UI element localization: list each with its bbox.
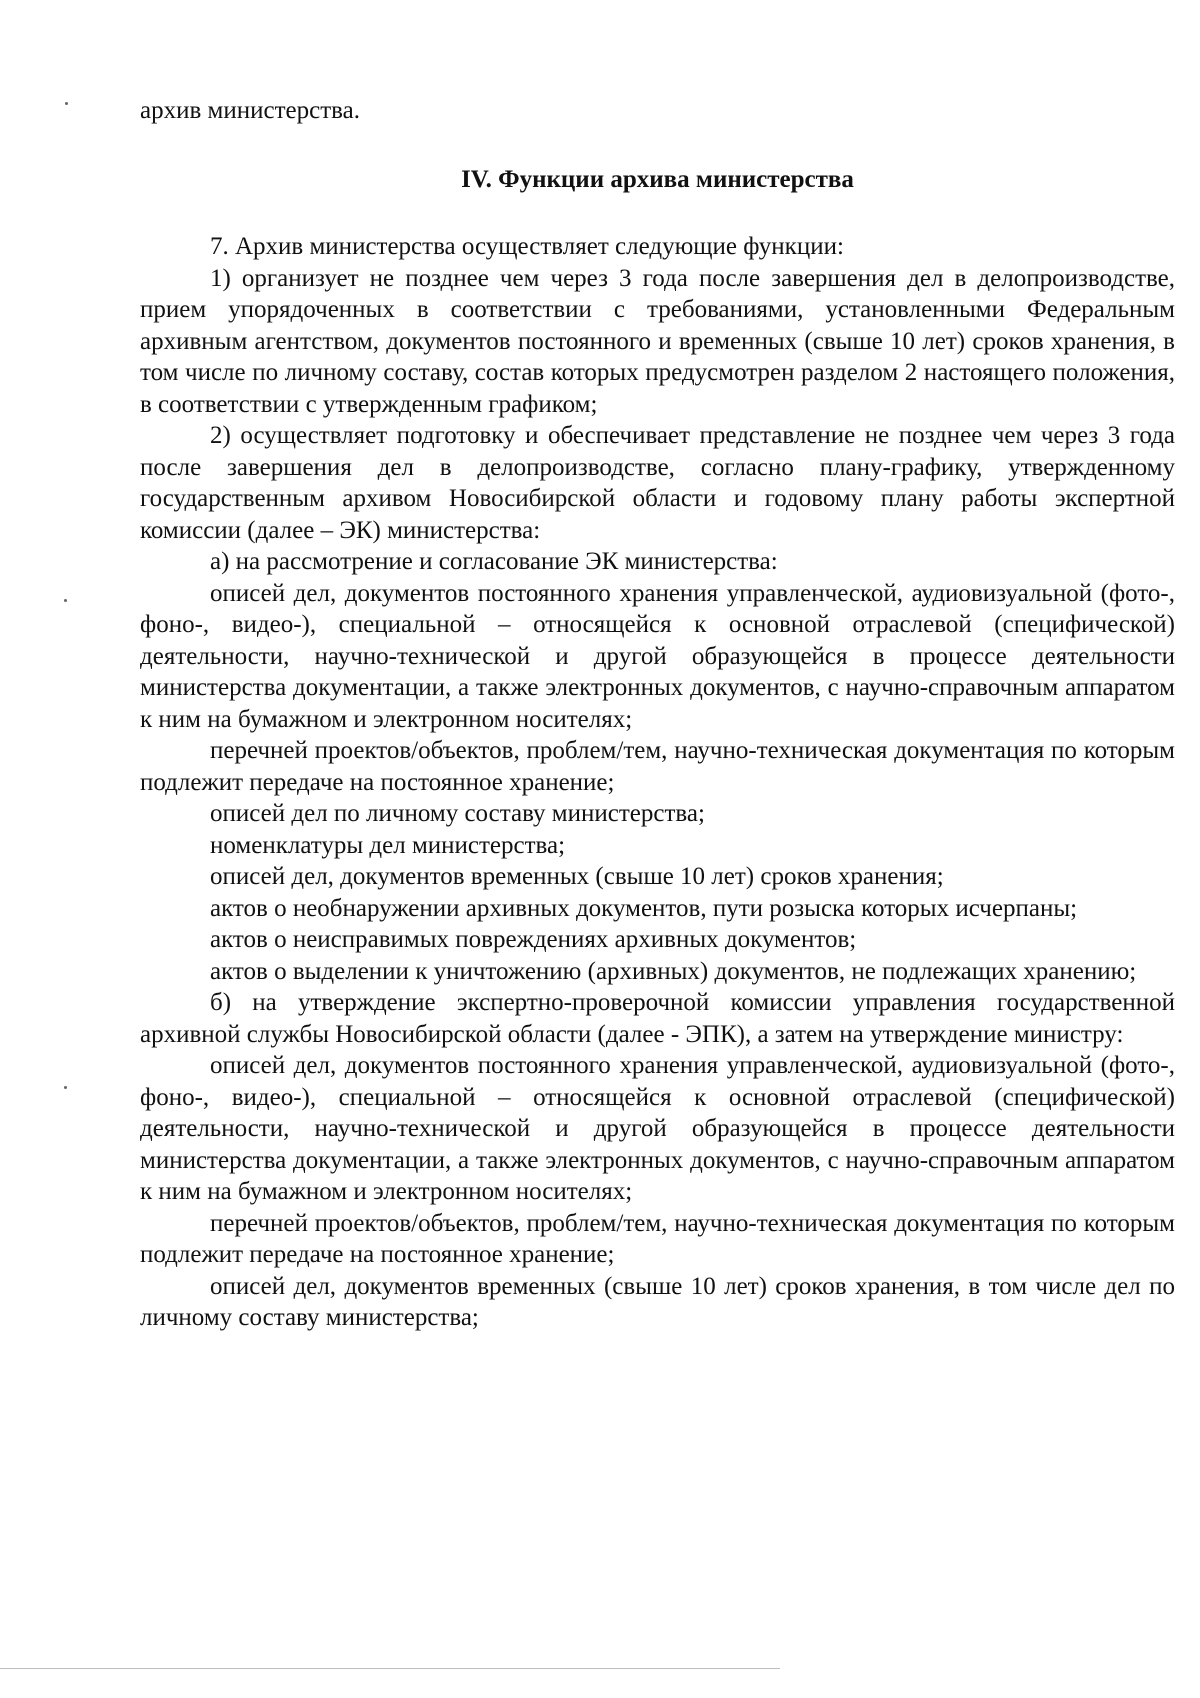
continued-text: архив министерства. bbox=[140, 97, 360, 124]
document-text bbox=[140, 95, 1175, 1334]
section-heading: IV. Функции архива министерства bbox=[461, 165, 854, 193]
paragraph-temporary-inventories-approval: описей дел, документов временных (свыше 10 лет) сроков хранения, в том числе дел по личному составу министерства; bbox=[140, 1272, 1175, 1331]
paragraph-nomenclature: номенклатуры дел министерства; bbox=[210, 831, 566, 859]
scan-speck bbox=[64, 1086, 67, 1089]
scan-speck bbox=[64, 599, 67, 602]
paragraph-missing-documents-acts: актов о необнаружении архивных документов, пути розыска которых исчерпаны; bbox=[210, 894, 1078, 922]
page-bottom-line bbox=[0, 1668, 780, 1669]
paragraph-functions-intro: 7. Архив министерства осуществляет следующие функции: bbox=[210, 233, 844, 260]
paragraph-inventories-permanent: описей дел, документов постоянного хранения управленческой, аудиовизуальной (фото-, фоно-, видео-), специальной – относящейся к основной отраслевой (специфической) деятельности, научно-технической и другой образующейся в процессе деятельности министерства документации, а также электронных документов, с научно-справочным аппаратом к ним на бумажном и электронном носителях; bbox=[140, 579, 1175, 733]
paragraph-personnel-inventories: описей дел по личному составу министерства; bbox=[210, 800, 705, 827]
scan-speck bbox=[65, 102, 68, 105]
paragraph-project-lists: перечней проектов/объектов, проблем/тем, научно-техническая документация по которым подлежит передаче на постоянное хранение; bbox=[140, 737, 1175, 796]
paragraph-project-lists-approval: перечней проектов/объектов, проблем/тем, научно-техническая документация по которым подлежит передаче на постоянное хранение; bbox=[140, 1209, 1175, 1268]
paragraph-destruction-acts: актов о выделении к уничтожению (архивных) документов, не подлежащих хранению; bbox=[210, 957, 1137, 985]
paragraph-item-1: 1) организует не позднее чем через 3 года после завершения дел в делопроизводстве, прием упорядоченных в соответствии с требованиями, установленными Федеральным архивным агентством, документов постоянного и временных (свыше 10 лет) сроков хранения, в том числе по личному составу, состав которых предусмотрен разделом 2 настоящего положения, в соответствии с утвержденным графиком; bbox=[140, 264, 1175, 418]
paragraph-item-2: 2) осуществляет подготовку и обеспечивает представление не позднее чем через 3 года после завершения дел в делопроизводстве, согласно плану-графику, утвержденному государственным архивом Новосибирской области и годовому плану работы экспертной комиссии (далее – ЭК) министерства: bbox=[140, 422, 1175, 544]
paragraph-temporary-inventories: описей дел, документов временных (свыше 10 лет) сроков хранения; bbox=[210, 863, 944, 890]
paragraph-subitem-b: б) на утверждение экспертно-проверочной комиссии управления государственной архивной службы Новосибирской области (далее - ЭПК), а затем на утверждение министру: bbox=[140, 989, 1175, 1048]
paragraph-subitem-a: а) на рассмотрение и согласование ЭК министерства: bbox=[210, 548, 778, 575]
paragraph-damage-acts: актов о неисправимых повреждениях архивных документов; bbox=[210, 926, 857, 953]
paragraph-inventories-permanent-approval: описей дел, документов постоянного хранения управленческой, аудиовизуальной (фото-, фоно-, видео-), специальной – относящейся к основной отраслевой (специфической) деятельности, научно-технической и другой образующейся в процессе деятельности министерства документации, а также электронных документов, с научно-справочным аппаратом к ним на бумажном и электронном носителях; bbox=[140, 1052, 1175, 1205]
